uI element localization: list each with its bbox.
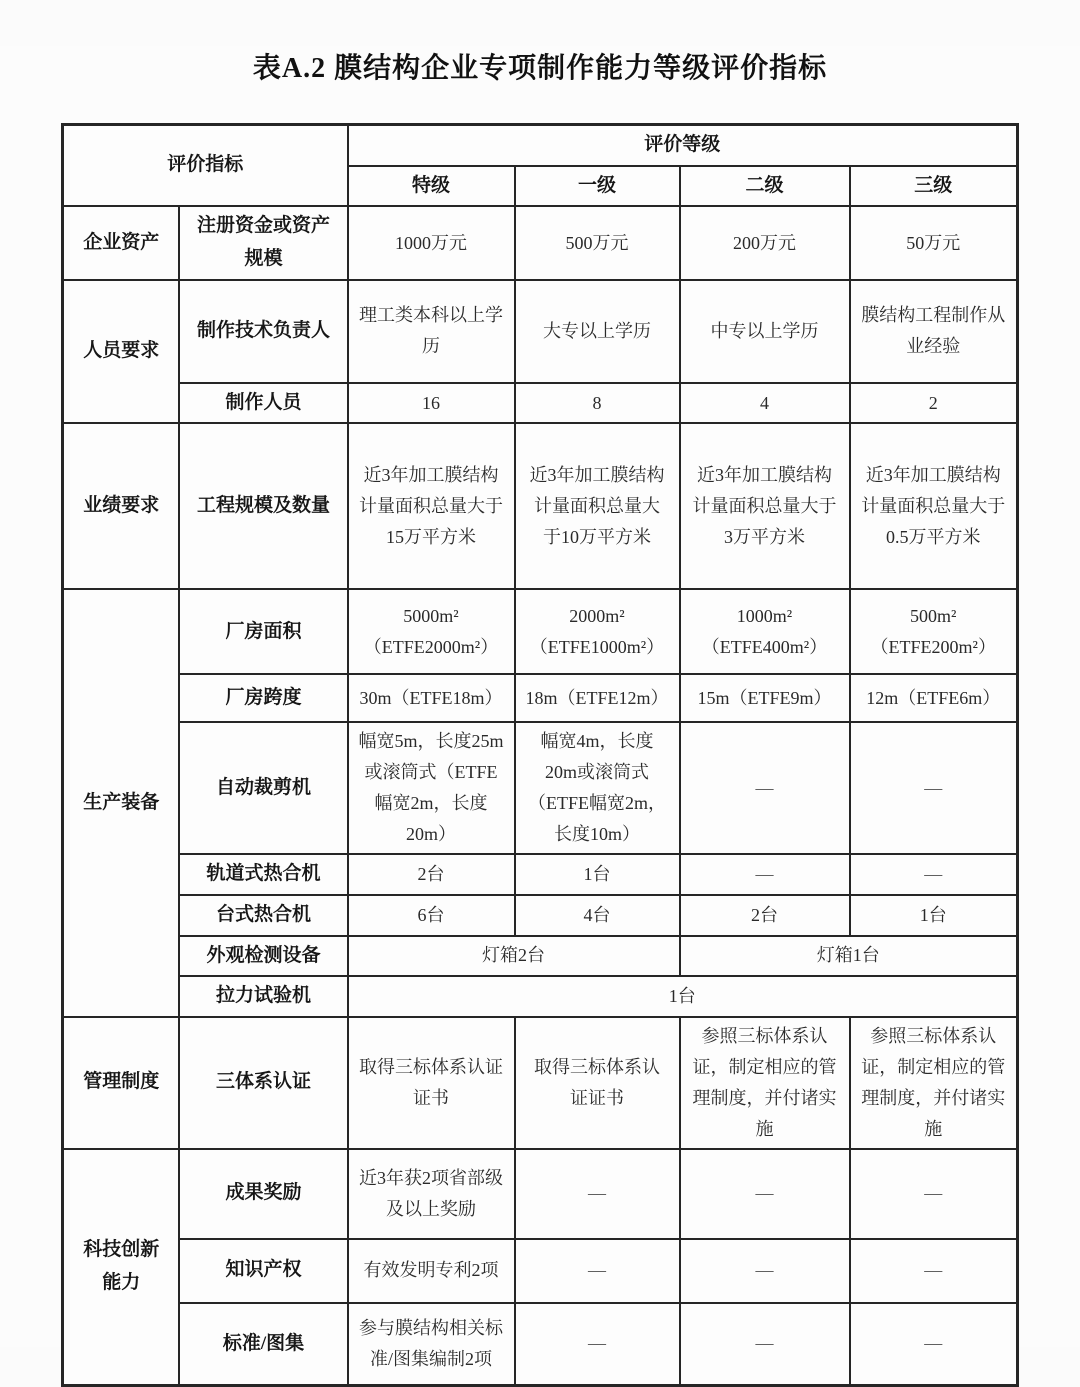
indicator-cell: 制作人员 <box>179 383 347 424</box>
value-cell: 膜结构工程制作从业经验 <box>850 280 1018 383</box>
value-cell: — <box>850 722 1018 854</box>
value-cell: 1000m²（ETFE400m²） <box>680 589 850 674</box>
value-cell: 参照三标体系认证，制定相应的管理制度，并付诸实施 <box>680 1017 850 1149</box>
indicator-cell: 自动裁剪机 <box>179 722 347 854</box>
table-row <box>62 589 1017 674</box>
indicator-cell: 台式热合机 <box>179 895 347 936</box>
value-cell: 中专以上学历 <box>680 280 850 383</box>
value-cell: 1台 <box>515 854 680 895</box>
value-cell: 4 <box>680 383 850 424</box>
value-cell: 16 <box>348 383 515 424</box>
table-row <box>62 1303 1017 1386</box>
value-cell: 灯箱2台 <box>348 936 680 977</box>
table-row <box>62 674 1017 722</box>
table-row <box>62 1149 1017 1239</box>
value-cell: — <box>515 1303 680 1386</box>
evaluation-table-body <box>62 125 1017 1386</box>
value-cell: 取得三标体系认证证书 <box>515 1017 680 1149</box>
indicator-cell: 标准/图集 <box>179 1303 347 1386</box>
value-cell: 参照三标体系认证，制定相应的管理制度，并付诸实施 <box>850 1017 1018 1149</box>
table-row <box>62 895 1017 936</box>
value-cell: — <box>680 854 850 895</box>
value-cell: 500万元 <box>515 206 680 279</box>
value-cell: 30m（ETFE18m） <box>348 674 515 722</box>
value-cell: 15m（ETFE9m） <box>680 674 850 722</box>
value-cell: — <box>850 1239 1018 1303</box>
indicator-cell: 拉力试验机 <box>179 976 347 1017</box>
indicator-cell: 厂房跨度 <box>179 674 347 722</box>
value-cell: 幅宽5m，长度25m或滚筒式（ETFE幅宽2m，长度20m） <box>348 722 515 854</box>
value-cell: 近3年加工膜结构计量面积总量大于0.5万平方米 <box>850 423 1018 589</box>
table-row <box>62 976 1017 1017</box>
table-row <box>62 1239 1017 1303</box>
value-cell: 500m²（ETFE200m²） <box>850 589 1018 674</box>
indicator-cell: 外观检测设备 <box>179 936 347 977</box>
value-cell: 200万元 <box>680 206 850 279</box>
table-row <box>62 383 1017 424</box>
value-cell: 1000万元 <box>348 206 515 279</box>
header-cell: 一级 <box>515 166 680 207</box>
value-cell: 大专以上学历 <box>515 280 680 383</box>
value-cell: 幅宽4m，长度20m或滚筒式（ETFE幅宽2m，长度10m） <box>515 722 680 854</box>
value-cell: 参与膜结构相关标准/图集编制2项 <box>348 1303 515 1386</box>
table-row <box>62 206 1017 279</box>
value-cell: — <box>850 1303 1018 1386</box>
header-cell: 评价指标 <box>62 125 347 207</box>
header-cell: 二级 <box>680 166 850 207</box>
value-cell: 12m（ETFE6m） <box>850 674 1018 722</box>
table-row <box>62 722 1017 854</box>
indicator-cell: 厂房面积 <box>179 589 347 674</box>
table-row <box>62 1017 1017 1149</box>
indicator-cell: 三体系认证 <box>179 1017 347 1149</box>
value-cell: 50万元 <box>850 206 1018 279</box>
header-cell: 特级 <box>348 166 515 207</box>
indicator-cell: 轨道式热合机 <box>179 854 347 895</box>
category-cell: 业绩要求 <box>62 423 179 589</box>
category-cell: 科技创新能力 <box>62 1149 179 1386</box>
category-cell: 生产装备 <box>62 589 179 1017</box>
value-cell: 近3年加工膜结构计量面积总量大于15万平方米 <box>348 423 515 589</box>
document-page <box>0 46 1080 1369</box>
header-cell: 评价等级 <box>348 125 1018 166</box>
indicator-cell: 工程规模及数量 <box>179 423 347 589</box>
indicator-cell: 成果奖励 <box>179 1149 347 1239</box>
value-cell: — <box>680 722 850 854</box>
value-cell: 2000m²（ETFE1000m²） <box>515 589 680 674</box>
value-cell: — <box>680 1239 850 1303</box>
category-cell: 人员要求 <box>62 280 179 424</box>
value-cell: — <box>515 1239 680 1303</box>
table-row <box>62 854 1017 895</box>
value-cell: 1台 <box>348 976 1018 1017</box>
value-cell: — <box>850 854 1018 895</box>
value-cell: — <box>515 1149 680 1239</box>
value-cell: 理工类本科以上学历 <box>348 280 515 383</box>
indicator-cell: 制作技术负责人 <box>179 280 347 383</box>
value-cell: 近3年加工膜结构计量面积总量大于10万平方米 <box>515 423 680 589</box>
value-cell: 2台 <box>680 895 850 936</box>
value-cell: 灯箱1台 <box>680 936 1018 977</box>
value-cell: 6台 <box>348 895 515 936</box>
table-row <box>62 280 1017 383</box>
value-cell: 近3年获2项省部级及以上奖励 <box>348 1149 515 1239</box>
value-cell: 1台 <box>850 895 1018 936</box>
value-cell: 4台 <box>515 895 680 936</box>
value-cell: 2台 <box>348 854 515 895</box>
value-cell: 近3年加工膜结构计量面积总量大于3万平方米 <box>680 423 850 589</box>
indicator-cell: 注册资金或资产规模 <box>179 206 347 279</box>
value-cell: — <box>680 1303 850 1386</box>
table-title: 表A.2 膜结构企业专项制作能力等级评价指标 <box>252 53 828 84</box>
value-cell: 2 <box>850 383 1018 424</box>
header-cell: 三级 <box>850 166 1018 207</box>
category-cell: 企业资产 <box>62 206 179 279</box>
value-cell: 18m（ETFE12m） <box>515 674 680 722</box>
value-cell: 取得三标体系认证证书 <box>348 1017 515 1149</box>
value-cell: — <box>680 1149 850 1239</box>
value-cell: 5000m²（ETFE2000m²） <box>348 589 515 674</box>
value-cell: 有效发明专利2项 <box>348 1239 515 1303</box>
value-cell: 8 <box>515 383 680 424</box>
category-cell: 管理制度 <box>62 1017 179 1149</box>
evaluation-table <box>61 123 1019 1387</box>
table-row <box>62 936 1017 977</box>
table-row <box>62 125 1017 166</box>
indicator-cell: 知识产权 <box>179 1239 347 1303</box>
table-row <box>62 423 1017 589</box>
value-cell: — <box>850 1149 1018 1239</box>
